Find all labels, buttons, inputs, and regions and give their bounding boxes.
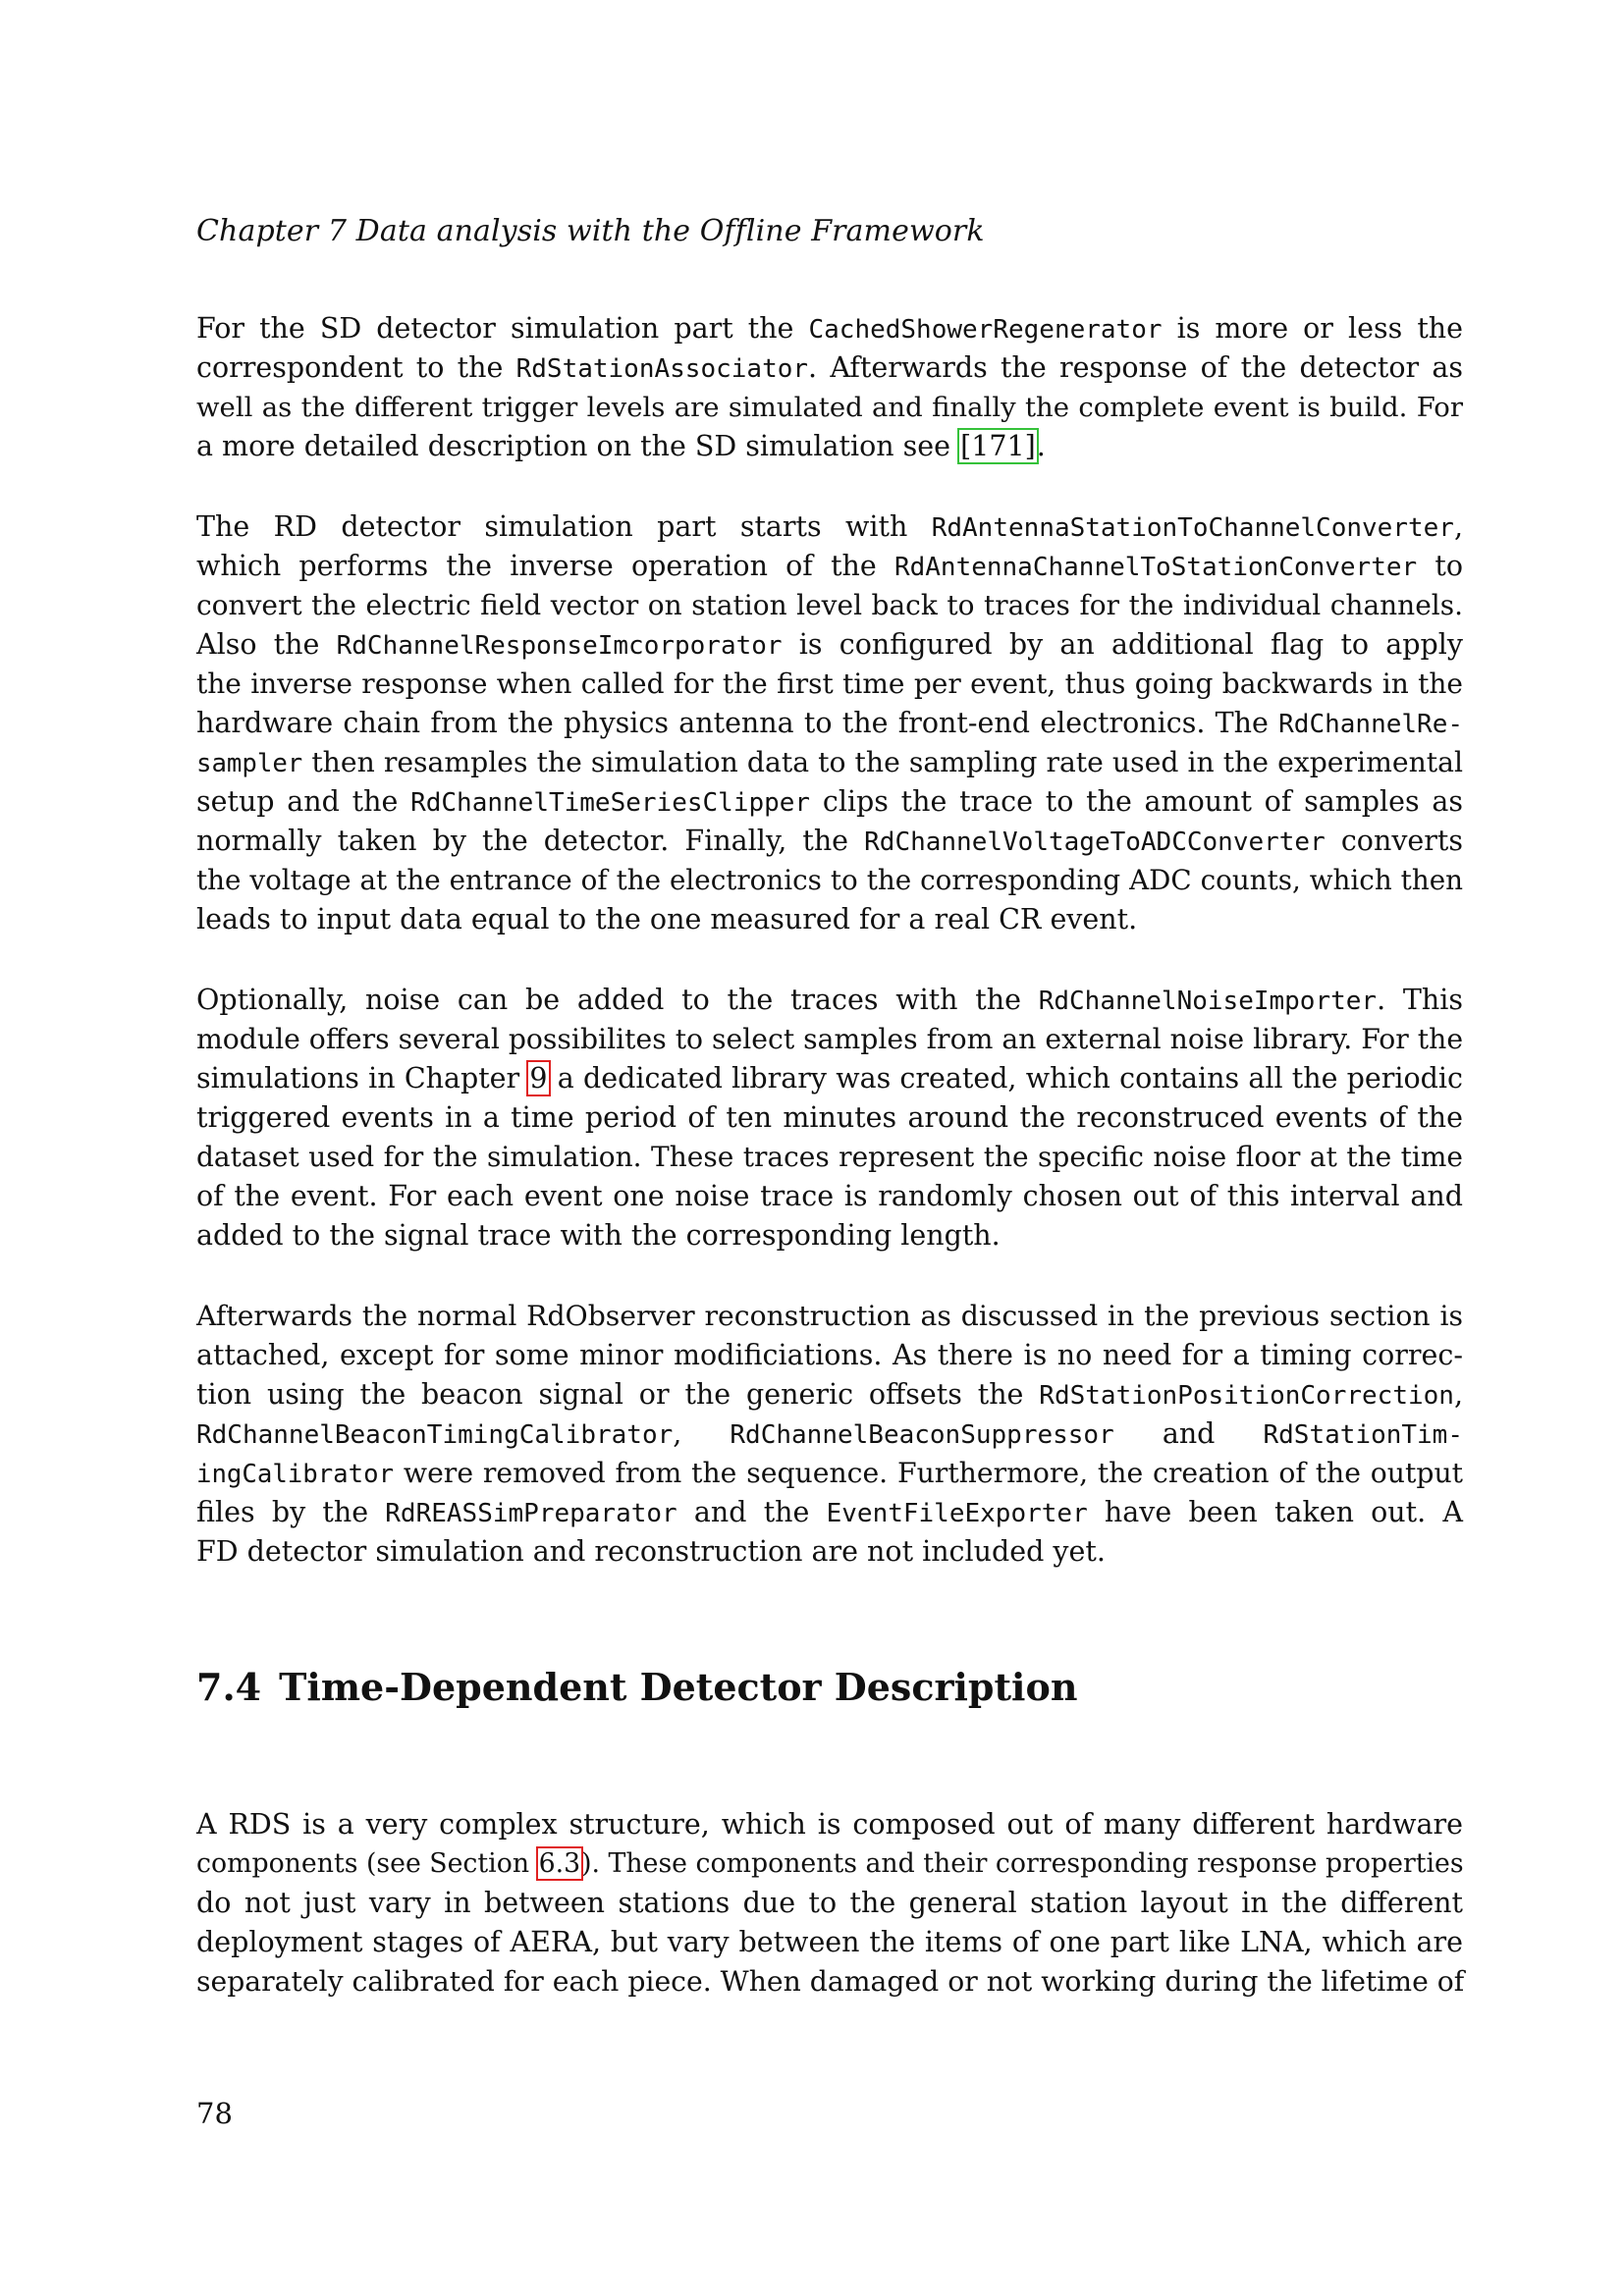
code-module-name: RdChannelNoiseImporter [1038,987,1378,1016]
text-line: correspondent to the RdStationAssociator. Afterwards the response of the detector as [196,351,1464,384]
text-line: the voltage at the entrance of the electronics to the corresponding ADC counts, which then [196,864,1463,896]
code-module-name: RdChannelVoltageToADCConverter [864,828,1326,857]
code-module-name: RdAntennaStationToChannelConverter [931,513,1454,543]
code-module-name: RdChannelBeaconTimingCalibrator [196,1420,674,1450]
text-line: simulations in Chapter 9 a dedicated library was created, which contains all the periodic [196,1062,1463,1095]
text-line: module offers several possibilites to select samples from an external noise library. For the [196,1023,1464,1055]
text-line: separately calibrated for each piece. When damaged or not working during the lifetime of [196,1965,1465,1998]
text-line: convert the electric field vector on station level back to traces for the individual channels. [196,589,1463,621]
text-line: leads to input data equal to the one measured for a real CR event. [196,903,1138,935]
text-line: setup and the RdChannelTimeSeriesClipper clips the trace to the amount of samples as [196,785,1463,818]
code-module-name: sampler [196,749,303,778]
text-line: deployment stages of AERA, but vary between the items of one part like LNA, which are [196,1926,1463,1958]
code-module-name: EventFileExporter [826,1499,1088,1528]
text-line: RdChannelBeaconTimingCalibrator, RdChannelBeaconSuppressor and RdStationTim- [196,1417,1463,1450]
code-module-name: RdChannelTimeSeriesClipper [410,788,811,818]
code-module-name: RdChannelResponseImcorporator [336,631,783,661]
running-head: Chapter 7 Data analysis with the Offline Framework [196,214,985,248]
text-line: which performs the inverse operation of the RdAntennaChannelToStationConverter to [196,550,1463,582]
text-line: sampler then resamples the simulation data to the sampling rate used in the experimental [196,746,1463,778]
text-line: Also the RdChannelResponseImcorporator is configured by an additional flag to apply [196,628,1463,661]
section-title: Time-Dependent Detector Description [279,1665,1078,1709]
section-number: 7.4 [196,1665,262,1709]
citation-link[interactable]: [171] [960,430,1036,462]
page-number: 78 [196,2097,233,2130]
code-module-name: CachedShowerRegenerator [808,315,1163,345]
text-line: components (see Section 6.3). These components and their corresponding response properties [196,1848,1464,1879]
text-line: tion using the beacon signal or the generic offsets the RdStationPositionCorrection, [196,1378,1463,1411]
text-line: For the SD detector simulation part the CachedShowerRegenerator is more or less the [196,312,1463,345]
text-line: the inverse response when called for the first time per event, thus going backwards in the [196,667,1463,700]
text-line: of the event. For each event one noise trace is randomly chosen out of this interval and [196,1180,1463,1212]
code-module-name: RdStationPositionCorrection [1039,1381,1454,1411]
text-line: added to the signal trace with the corresponding length. [196,1219,1001,1252]
text-line: ingCalibrator were removed from the sequence. Furthermore, the creation of the output [196,1457,1463,1489]
text-line: well as the different trigger levels are simulated and finally the complete event is build. For [196,392,1463,423]
code-module-name: RdAntennaChannelToStationConverter [893,553,1418,582]
text-line: attached, except for some minor modificiations. As there is no need for a timing correc- [196,1339,1463,1371]
text-line: A RDS is a very complex structure, which is composed out of many different hardware [196,1808,1463,1841]
text-line: do not just vary in between stations due to the general station layout in the different [196,1887,1463,1919]
text-line: a more detailed description on the SD simulation see [171]. [196,430,1046,462]
text-line: The RD detector simulation part starts with RdAntennaStationToChannelConverter, [196,510,1463,543]
code-module-name: RdChannelRe- [1278,710,1463,739]
section-link[interactable]: 6.3 [538,1848,581,1879]
code-module-name: ingCalibrator [196,1460,395,1489]
code-module-name: RdStationAssociator [515,354,809,384]
code-module-name: RdREASSimPreparator [385,1499,677,1528]
code-module-name: RdStationTim- [1263,1420,1463,1450]
text-line: FD detector simulation and reconstruction are not included yet. [196,1535,1106,1568]
section-heading [196,1665,1077,1709]
text-line: Optionally, noise can be added to the traces with the RdChannelNoiseImporter. This [196,984,1463,1016]
text-line: files by the RdREASSimPreparator and the EventFileExporter have been taken out. A [196,1496,1463,1528]
code-module-name: RdChannelBeaconSuppressor [730,1420,1114,1450]
text-line: Afterwards the normal RdObserver reconstruction as discussed in the previous section is [196,1300,1463,1332]
chapter-link[interactable]: 9 [529,1062,548,1095]
text-line: hardware chain from the physics antenna to the front-end electronics. The RdChannelRe- [196,707,1463,739]
text-line: triggered events in a time period of ten minutes around the reconstruced events of the [196,1101,1463,1134]
text-line: dataset used for the simulation. These traces represent the specific noise floor at the time [196,1141,1463,1173]
text-line: normally taken by the detector. Finally, the RdChannelVoltageToADCConverter converts [196,825,1463,857]
